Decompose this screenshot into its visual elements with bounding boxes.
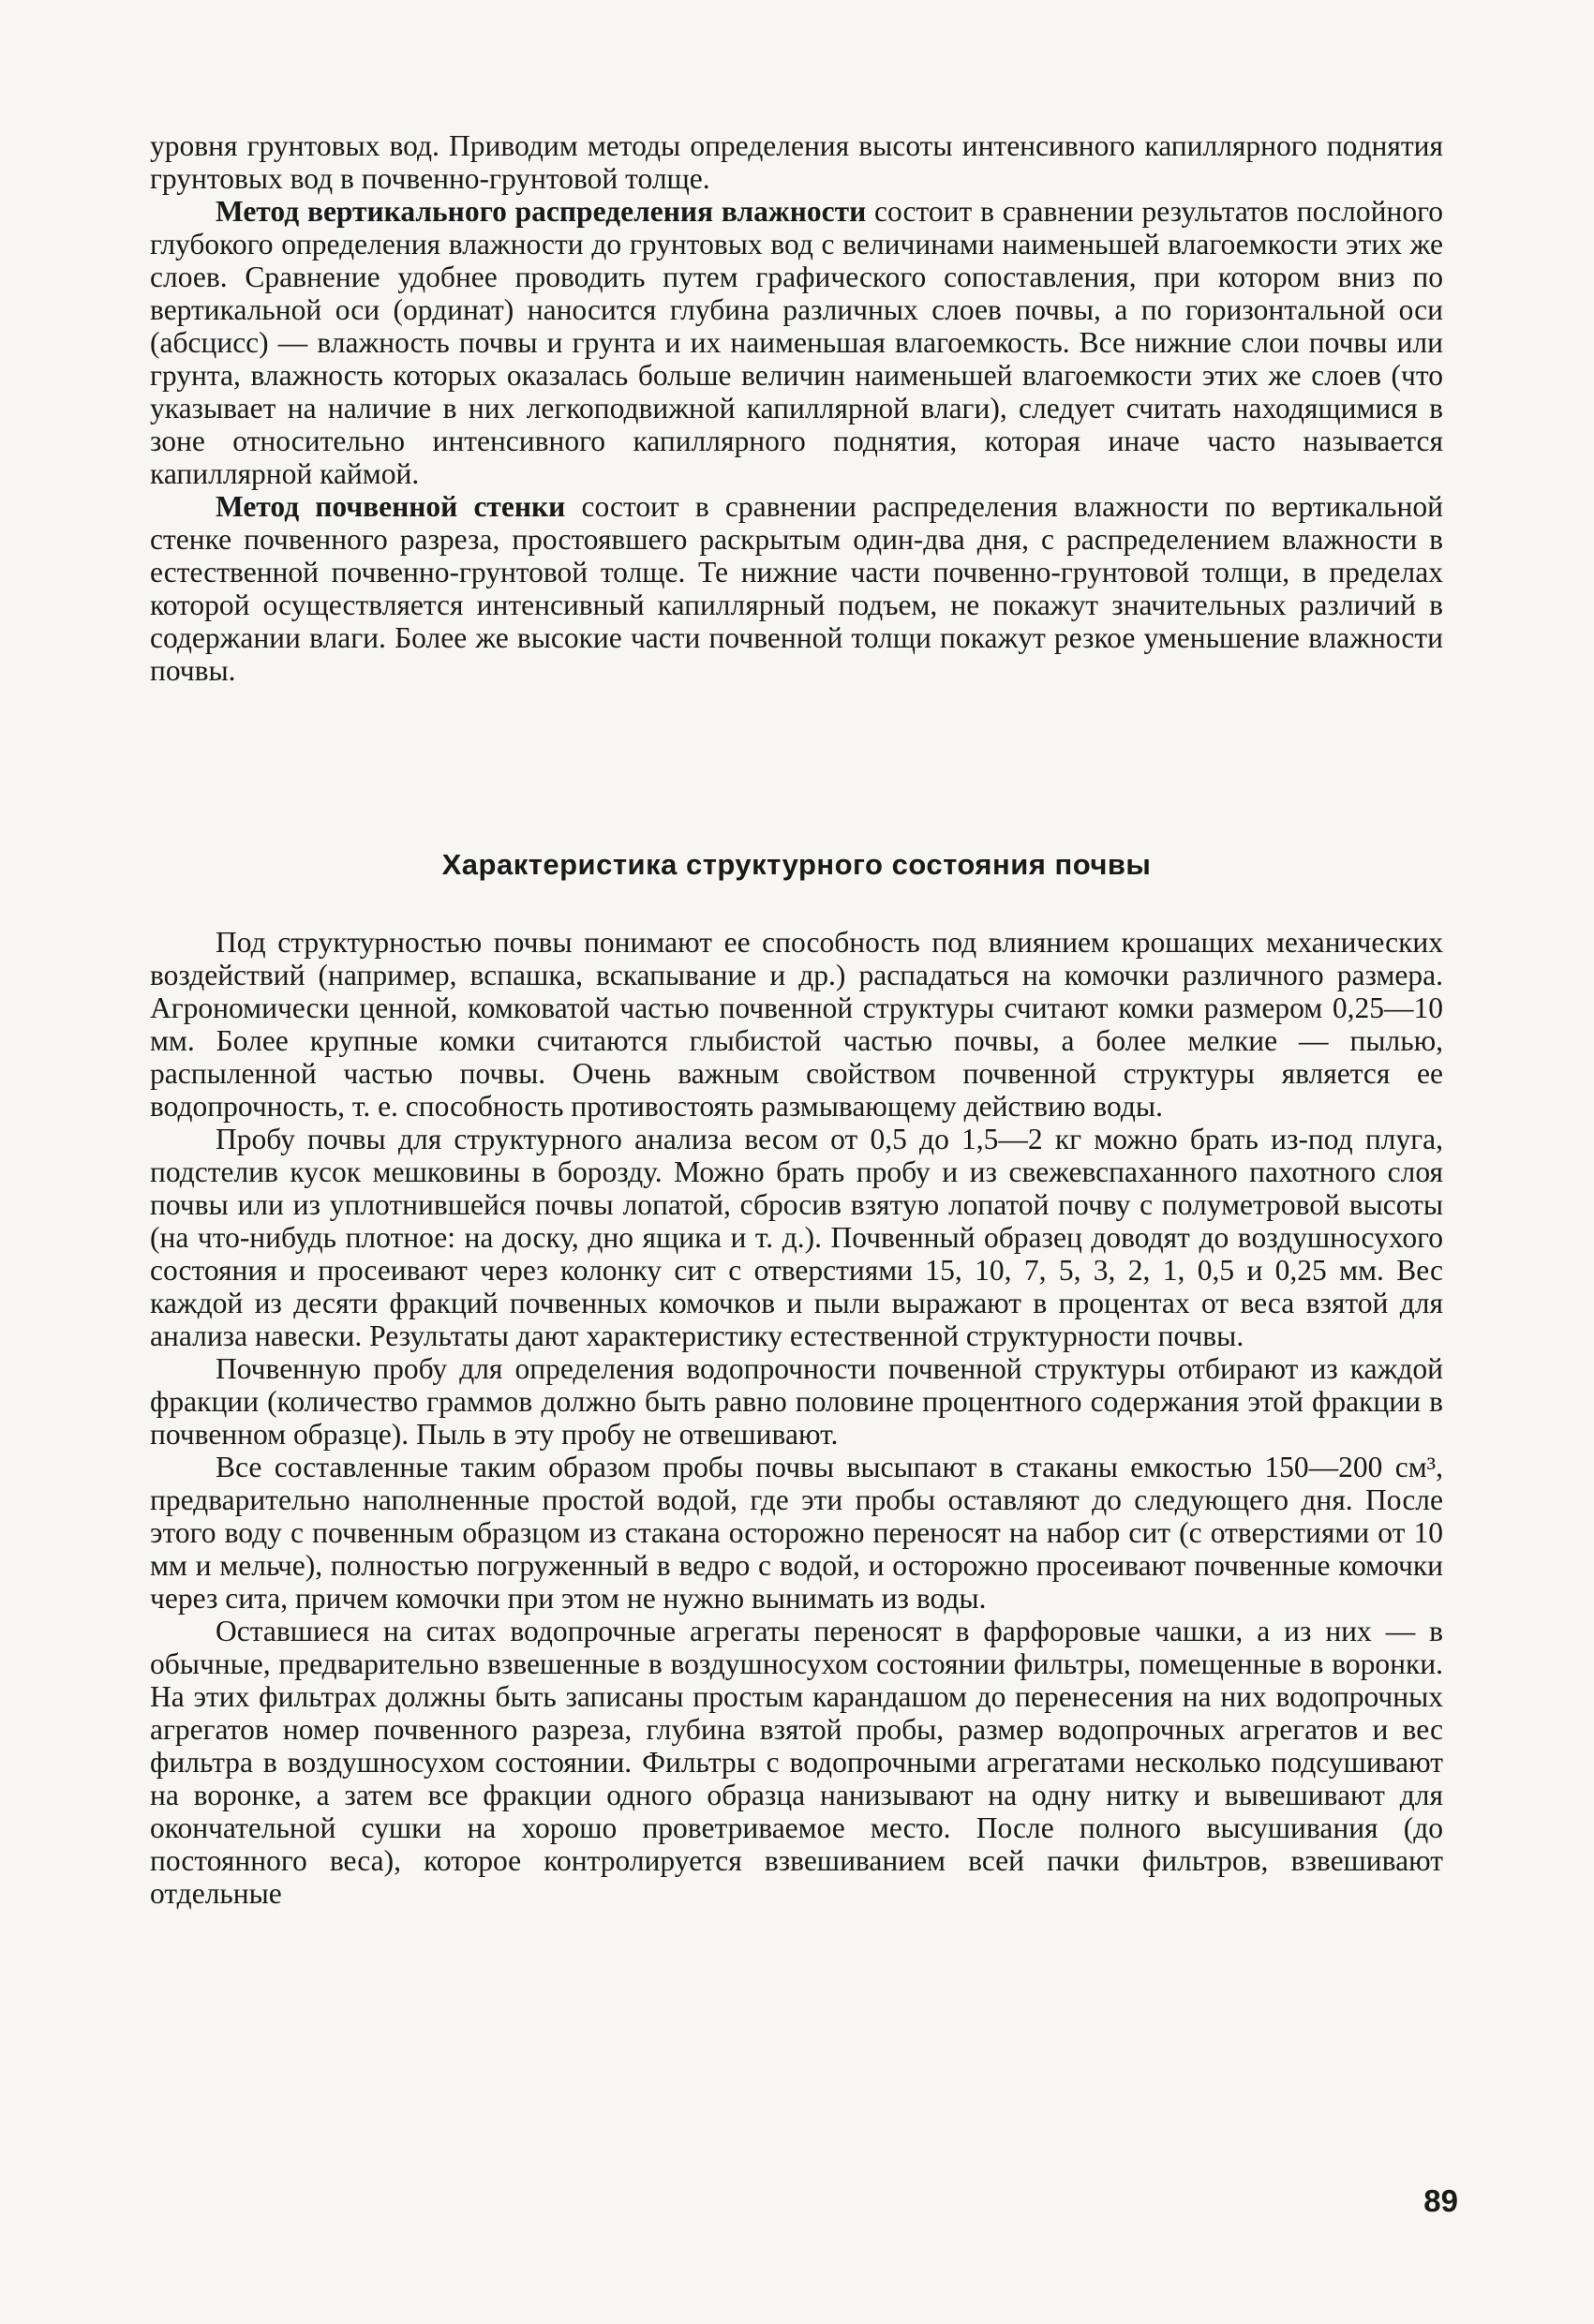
section-text-block: [150, 926, 1443, 1910]
term-wall-method: Метод почвенной стенки: [216, 490, 566, 523]
paragraph-continuation: уровня грунтовых вод. Приводим методы определения высоты интенсивного капиллярного поднятия грунтовых вод в почвенно-грунтовой толще.: [150, 129, 1443, 195]
paragraph-water-stability-sample: Почвенную пробу для определения водопрочности почвенной структуры отбирают из каждой фракции (количество граммов должно быть равно половине процентного содержания этой фракции в почвенном образце). Пыль в эту пробу не отвешивают.: [150, 1352, 1443, 1451]
paragraph-sampling: Пробу почвы для структурного анализа весом от 0,5 до 1,5—2 кг можно брать из-под плуга, подстелив кусок мешковины в борозду. Можно брать пробу и из свежевспаханного пахотного слоя почвы или из уплотнившейся почвы лопатой, сбросив взятую лопатой почву с полуметровой высоты (на что-нибудь плотное: на доску, дно ящика и т. д.). Почвенный образец доводят до воздушносухого состояния и просеивают через колонку сит с отверстиями 15, 10, 7, 5, 3, 2, 1, 0,5 и 0,25 мм. Вес каждой из десяти фракций почвенных комочков и пыли выражают в процентах от веса взятой для анализа навески. Результаты дают характеристику естественной структурности почвы.: [150, 1123, 1443, 1352]
paragraph-structure-definition: Под структурностью почвы понимают ее способность под влиянием крошащих механических воздействий (например, вспашка, вскапывание и др.) распадаться на комочки различного размера. Агрономически ценной, комковатой частью почвенной структуры считают комки размером 0,25—10 мм. Более крупные комки считаются глыбистой частью почвы, а более мелкие — пылью, распыленной частью почвы. Очень важным свойством почвенной структуры является ее водопрочность, т. е. способность противостоять размывающему действию воды.: [150, 926, 1443, 1123]
wall-method-text: состоит в сравнении распределения влажности по вертикальной стенке почвенного разреза, простоявшего раскрытым один-два дня, с распределением влажности в естественной почвенно-грунтовой толще. Те нижние части почвенно-грунтовой толщи, в пределах которой осуществляется интенсивный капиллярный подъем, не покажут значительных различий в содержании влаги. Более же высокие части почвенной толщи покажут резкое уменьшение влажности почвы.: [150, 490, 1443, 687]
page-number: 89: [1423, 2183, 1458, 2218]
paragraph-soaking: Все составленные таким образом пробы почвы высыпают в стаканы емкостью 150—200 см³, предварительно наполненные простой водой, где эти пробы оставляют до следующего дня. После этого воду с почвенным образцом из стакана осторожно переносят на набор сит (с отверстиями от 10 мм и мельче), полностью погруженный в ведро с водой, и осторожно просеивают почвенные комочки через сита, причем комочки при этом не нужно вынимать из воды.: [150, 1451, 1443, 1615]
paragraph-filters: Оставшиеся на ситах водопрочные агрегаты переносят в фарфоровые чашки, а из них — в обычные, предварительно взвешенные в воздушносухом состоянии фильтры, помещенные в воронки. На этих фильтрах должны быть записаны простым карандашом до перенесения на них водопрочных агрегатов номер почвенного разреза, глубина взятой пробы, размер водопрочных агрегатов и вес фильтра в воздушносухом состоянии. Фильтры с водопрочными агрегатами несколько подсушивают на воронке, а затем все фракции одного образца нанизывают на одну нитку и вывешивают для окончательной сушки на хорошо проветриваемое место. После полного высушивания (до постоянного веса), которое контролируется взвешиванием всей пачки фильтров, взвешивают отдельные: [150, 1615, 1443, 1910]
top-text-block: [150, 129, 1443, 687]
paragraph-vertical-method: [150, 195, 1443, 490]
term-vertical-method: Метод вертикального распределения влажности: [216, 195, 867, 228]
paragraph-wall-method: [150, 490, 1443, 687]
vertical-method-text: состоит в сравнении результатов послойного глубокого определения влажности до грунтовых вод с величинами наименьшей влагоемкости этих же слоев. Сравнение удобнее проводить путем графического сопоставления, при котором вниз по вертикальной оси (ординат) наносится глубина различных слоев почвы, а по горизонтальной оси (абсцисс) — влажность почвы и грунта и их наименьшая влагоемкость. Все нижние слои почвы или грунта, влажность которых оказалась больше величин наименьшей влагоемкости этих же слоев (что указывает на наличие в них легкоподвижной капиллярной влаги), следует считать находящимися в зоне относительно интенсивного капиллярного поднятия, которая иначе часто называется капиллярной каймой.: [150, 195, 1443, 490]
section-heading: Характеристика структурного состояния почвы: [441, 848, 1152, 881]
